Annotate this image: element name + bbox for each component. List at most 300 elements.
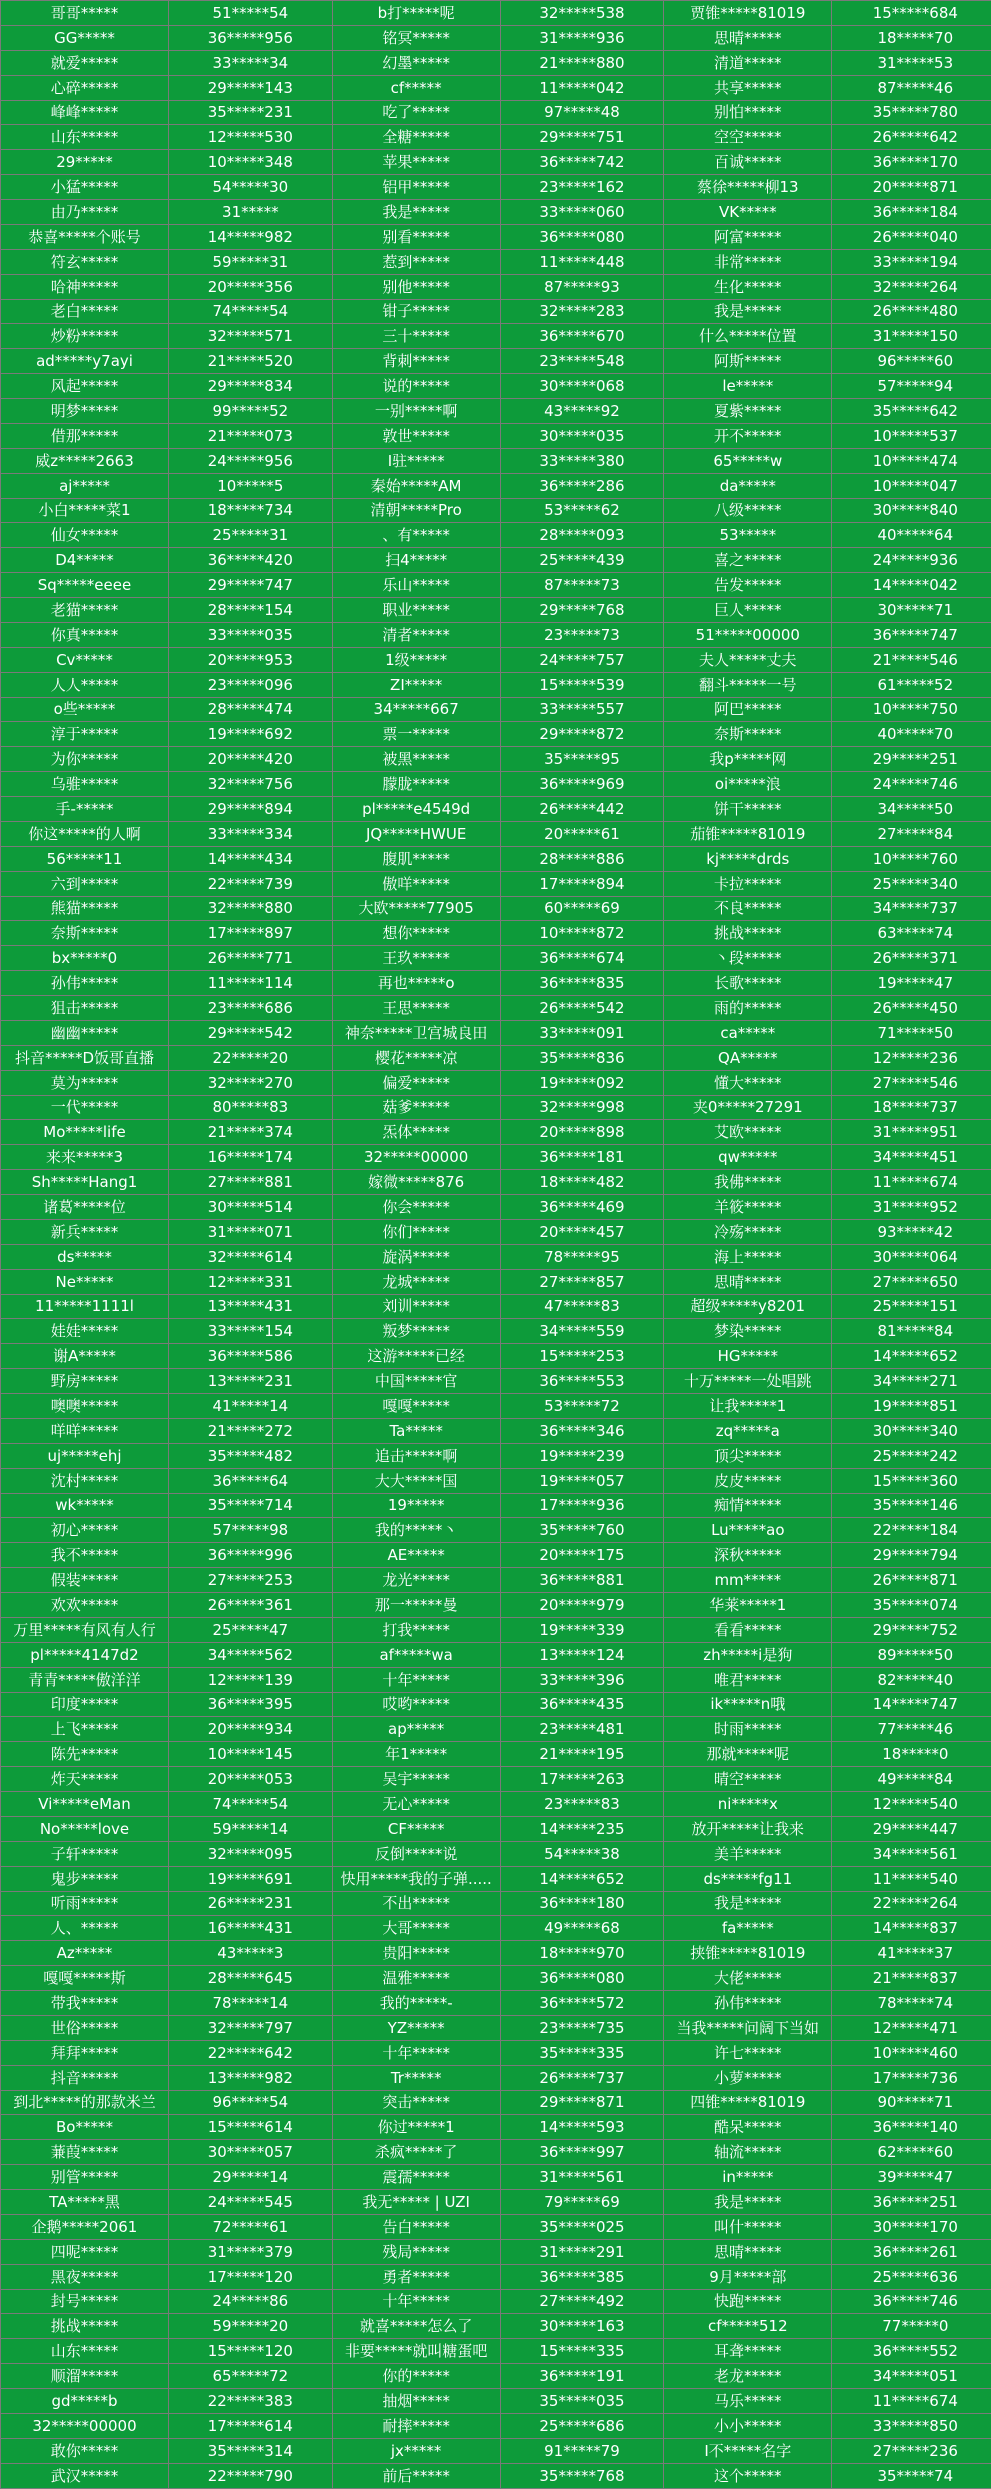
account-id-cell: 82*****40 [832, 1667, 991, 1692]
table-body [1, 1, 991, 2489]
nickname-cell: ap***** [332, 1717, 500, 1742]
account-id-cell: 26*****361 [169, 1593, 333, 1618]
account-id-cell: 23*****481 [500, 1717, 664, 1742]
nickname-cell: 我不***** [1, 1543, 169, 1568]
table-row [1, 1991, 991, 2016]
table-row [1, 1095, 991, 1120]
account-id-cell: 12*****331 [169, 1269, 333, 1294]
account-id-cell: 25*****242 [832, 1443, 991, 1468]
table-row [1, 1667, 991, 1692]
account-id-cell: 36*****469 [500, 1195, 664, 1220]
account-id-cell: 36*****435 [500, 1692, 664, 1717]
account-id-cell: 23*****548 [500, 349, 664, 374]
nickname-cell: 放开*****让我来 [664, 1816, 832, 1841]
nickname-cell: 无心***** [332, 1792, 500, 1817]
account-id-cell: 22*****264 [832, 1891, 991, 1916]
account-id-cell: 26*****040 [832, 224, 991, 249]
nickname-cell: pl*****e4549d [332, 797, 500, 822]
account-id-cell: 14*****747 [832, 1692, 991, 1717]
nickname-cell: 印度***** [1, 1692, 169, 1717]
nickname-cell: da***** [664, 473, 832, 498]
nickname-cell: 快用*****我的子弹..... [332, 1866, 500, 1891]
account-id-cell: 27*****492 [500, 2289, 664, 2314]
table-row [1, 598, 991, 623]
nickname-cell: 樱花*****凉 [332, 1045, 500, 1070]
nickname-cell: 为你***** [1, 747, 169, 772]
nickname-cell: 秦始*****AM [332, 473, 500, 498]
nickname-cell: 山东***** [1, 2339, 169, 2364]
nickname-cell: 喜之***** [664, 548, 832, 573]
table-row [1, 1244, 991, 1269]
nickname-cell: fa***** [664, 1916, 832, 1941]
table-row [1, 971, 991, 996]
account-id-cell: 28*****154 [169, 598, 333, 623]
nickname-cell: 人人***** [1, 672, 169, 697]
account-id-cell: 34*****562 [169, 1642, 333, 1667]
account-id-cell: 78*****14 [169, 1991, 333, 2016]
account-id-cell: 35*****335 [500, 2040, 664, 2065]
account-id-cell: 33*****334 [169, 821, 333, 846]
account-id-cell: 27*****881 [169, 1170, 333, 1195]
table-row [1, 1841, 991, 1866]
table-row [1, 1443, 991, 1468]
nickname-cell: qw***** [664, 1145, 832, 1170]
table-row [1, 2438, 991, 2463]
nickname-cell: 大欧*****77905 [332, 896, 500, 921]
nickname-cell: Ne***** [1, 1269, 169, 1294]
account-id-cell: 23*****686 [169, 996, 333, 1021]
account-id-cell: 34*****451 [832, 1145, 991, 1170]
table-row [1, 1319, 991, 1344]
nickname-cell: 嘎嘎***** [332, 1394, 500, 1419]
nickname-cell: 顺溜***** [1, 2364, 169, 2389]
nickname-cell: AE***** [332, 1543, 500, 1568]
account-id-cell: 19*****851 [832, 1394, 991, 1419]
nickname-cell: 炸天***** [1, 1767, 169, 1792]
nickname-cell: 让我*****1 [664, 1394, 832, 1419]
account-id-cell: 40*****64 [832, 523, 991, 548]
account-id-cell: 25*****151 [832, 1294, 991, 1319]
table-row [1, 722, 991, 747]
nickname-cell: 票一***** [332, 722, 500, 747]
nickname-cell: 别管***** [1, 2165, 169, 2190]
table-row [1, 2165, 991, 2190]
account-id-cell: 65*****72 [169, 2364, 333, 2389]
account-id-cell: 16*****174 [169, 1145, 333, 1170]
table-row [1, 1493, 991, 1518]
nickname-cell: VK***** [664, 200, 832, 225]
account-id-cell: 71*****50 [832, 1020, 991, 1045]
table-row [1, 1767, 991, 1792]
nickname-cell: 勇者***** [332, 2264, 500, 2289]
nickname-cell: 9月*****部 [664, 2264, 832, 2289]
nickname-cell: zq*****a [664, 1418, 832, 1443]
table-row [1, 1891, 991, 1916]
nickname-cell: 扫4***** [332, 548, 500, 573]
account-id-cell: 19*****092 [500, 1070, 664, 1095]
nickname-cell: 阿斯***** [664, 349, 832, 374]
account-id-cell: 24*****86 [169, 2289, 333, 2314]
nickname-cell: 我是***** [664, 2190, 832, 2215]
nickname-cell: 痴情***** [664, 1493, 832, 1518]
nickname-cell: 突击***** [332, 2090, 500, 2115]
account-id-cell: 72*****61 [169, 2214, 333, 2239]
table-row [1, 797, 991, 822]
table-row [1, 772, 991, 797]
nickname-cell: 谢A***** [1, 1344, 169, 1369]
nickname-cell: 我是***** [664, 299, 832, 324]
account-id-cell: 87*****46 [832, 75, 991, 100]
account-id-cell: 17*****614 [169, 2413, 333, 2438]
nickname-cell: 51*****00000 [664, 622, 832, 647]
account-id-cell: 34*****271 [832, 1369, 991, 1394]
account-id-cell: 29*****768 [500, 598, 664, 623]
nickname-cell: Bo***** [1, 2115, 169, 2140]
account-id-cell: 36*****586 [169, 1344, 333, 1369]
nickname-cell: 叛梦***** [332, 1319, 500, 1344]
nickname-cell: 欢欢***** [1, 1593, 169, 1618]
account-id-cell: 28*****093 [500, 523, 664, 548]
table-row [1, 896, 991, 921]
account-id-cell: 61*****52 [832, 672, 991, 697]
account-id-cell: 36*****181 [500, 1145, 664, 1170]
nickname-cell: 温雅***** [332, 1966, 500, 1991]
account-id-cell: 21*****880 [500, 50, 664, 75]
table-row [1, 150, 991, 175]
nickname-cell: 奈斯***** [1, 921, 169, 946]
account-id-cell: 24*****956 [169, 448, 333, 473]
nickname-cell: 神奈*****卫宫城良田 [332, 1020, 500, 1045]
nickname-cell: 懂大***** [664, 1070, 832, 1095]
table-row [1, 1269, 991, 1294]
account-id-cell: 74*****54 [169, 1792, 333, 1817]
nickname-cell: ik*****n哦 [664, 1692, 832, 1717]
account-id-cell: 43*****92 [500, 399, 664, 424]
nickname-cell: 许七***** [664, 2040, 832, 2065]
nickname-cell: 那就*****呢 [664, 1742, 832, 1767]
account-id-cell: 11*****448 [500, 249, 664, 274]
table-row [1, 349, 991, 374]
nickname-cell: 阿富***** [664, 224, 832, 249]
account-id-cell: 26*****480 [832, 299, 991, 324]
nickname-cell: 心碎***** [1, 75, 169, 100]
account-id-cell: 30*****035 [500, 423, 664, 448]
account-id-cell: 34*****737 [832, 896, 991, 921]
table-row [1, 1145, 991, 1170]
account-id-cell: 33*****850 [832, 2413, 991, 2438]
account-id-cell: 99*****52 [169, 399, 333, 424]
nickname-cell: ca***** [664, 1020, 832, 1045]
account-id-cell: 36*****64 [169, 1468, 333, 1493]
table-row [1, 448, 991, 473]
account-id-cell: 35*****768 [500, 2463, 664, 2488]
account-id-cell: 23*****73 [500, 622, 664, 647]
nickname-cell: 耳聋***** [664, 2339, 832, 2364]
nickname-cell: 钳子***** [332, 299, 500, 324]
account-id-cell: 35*****231 [169, 100, 333, 125]
nickname-cell: 莫为***** [1, 1070, 169, 1095]
account-id-cell: 20*****934 [169, 1717, 333, 1742]
account-id-cell: 36*****746 [832, 2289, 991, 2314]
account-id-cell: 53*****62 [500, 498, 664, 523]
account-id-cell: 14*****235 [500, 1816, 664, 1841]
nickname-cell: 小萝***** [664, 2065, 832, 2090]
nickname-cell: 企鹅*****2061 [1, 2214, 169, 2239]
account-id-cell: 31*****291 [500, 2239, 664, 2264]
nickname-cell: 当我*****问阔下当如 [664, 2015, 832, 2040]
nickname-cell: 到北*****的那款米兰 [1, 2090, 169, 2115]
account-id-cell: 10*****348 [169, 150, 333, 175]
nickname-cell: 生化***** [664, 274, 832, 299]
account-id-cell: 77*****46 [832, 1717, 991, 1742]
nickname-cell: HG***** [664, 1344, 832, 1369]
table-row [1, 523, 991, 548]
nickname-cell: 朦胧***** [332, 772, 500, 797]
nickname-cell: 别怕***** [664, 100, 832, 125]
nickname-cell: 咩咩***** [1, 1418, 169, 1443]
table-row [1, 1742, 991, 1767]
account-id-cell: 93*****42 [832, 1219, 991, 1244]
account-id-cell: 36*****553 [500, 1369, 664, 1394]
table-row [1, 374, 991, 399]
table-row [1, 622, 991, 647]
nickname-cell: 夏紫***** [664, 399, 832, 424]
nickname-cell: 抽烟***** [332, 2389, 500, 2414]
nickname-cell: 全糖***** [332, 125, 500, 150]
account-id-cell: 25*****31 [169, 523, 333, 548]
nickname-cell: 八级***** [664, 498, 832, 523]
account-id-cell: 27*****253 [169, 1568, 333, 1593]
account-id-cell: 22*****642 [169, 2040, 333, 2065]
account-id-cell: 23*****162 [500, 175, 664, 200]
account-id-cell: 36*****184 [832, 200, 991, 225]
account-id-cell: 19*****339 [500, 1617, 664, 1642]
nickname-cell: 孙伟***** [1, 971, 169, 996]
account-id-cell: 33*****34 [169, 50, 333, 75]
table-row [1, 2289, 991, 2314]
account-id-cell: 33*****557 [500, 697, 664, 722]
table-row [1, 2364, 991, 2389]
nickname-cell: 巨人***** [664, 598, 832, 623]
table-row [1, 697, 991, 722]
nickname-cell: 32*****00000 [1, 2413, 169, 2438]
nickname-cell: Vi*****eMan [1, 1792, 169, 1817]
account-id-cell: 11*****540 [832, 1866, 991, 1891]
table-row [1, 1568, 991, 1593]
account-id-cell: 90*****71 [832, 2090, 991, 2115]
nickname-cell: 思晴***** [664, 1269, 832, 1294]
account-id-cell: 29*****752 [832, 1617, 991, 1642]
account-id-cell: 31***** [169, 200, 333, 225]
nickname-cell: aj***** [1, 473, 169, 498]
table-row [1, 75, 991, 100]
account-id-cell: 14*****434 [169, 846, 333, 871]
account-id-cell: 35*****74 [832, 2463, 991, 2488]
account-id-cell: 30*****057 [169, 2140, 333, 2165]
account-id-cell: 35*****642 [832, 399, 991, 424]
table-row [1, 1642, 991, 1667]
account-id-cell: 32*****283 [500, 299, 664, 324]
account-id-cell: 12*****236 [832, 1045, 991, 1070]
account-id-cell: 36*****251 [832, 2190, 991, 2215]
account-id-cell: 24*****545 [169, 2190, 333, 2215]
account-id-cell: 41*****14 [169, 1394, 333, 1419]
account-id-cell: 60*****69 [500, 896, 664, 921]
nickname-cell: ad*****y7ayi [1, 349, 169, 374]
table-row [1, 1195, 991, 1220]
account-id-cell: 54*****38 [500, 1841, 664, 1866]
account-id-cell: 29*****447 [832, 1816, 991, 1841]
nickname-cell: cf***** [332, 75, 500, 100]
account-id-cell: 10*****5 [169, 473, 333, 498]
table-row [1, 50, 991, 75]
table-row [1, 274, 991, 299]
nickname-cell: 野房***** [1, 1369, 169, 1394]
account-id-cell: 10*****760 [832, 846, 991, 871]
account-id-cell: 31*****561 [500, 2165, 664, 2190]
account-id-cell: 36*****080 [500, 224, 664, 249]
nickname-cell: 贾锥*****81019 [664, 1, 832, 26]
nickname-cell: 哈神***** [1, 274, 169, 299]
account-id-cell: 36*****835 [500, 971, 664, 996]
table-row [1, 1816, 991, 1841]
nickname-cell: le***** [664, 374, 832, 399]
nickname-cell: 你的***** [332, 2364, 500, 2389]
nickname-cell: 叫什***** [664, 2214, 832, 2239]
account-id-cell: 10*****474 [832, 448, 991, 473]
account-id-cell: 27*****84 [832, 821, 991, 846]
account-id-cell: 36*****140 [832, 2115, 991, 2140]
account-id-cell: 47*****83 [500, 1294, 664, 1319]
nickname-cell: 幽幽***** [1, 1020, 169, 1045]
account-id-cell: 87*****93 [500, 274, 664, 299]
nickname-cell: 听雨***** [1, 1891, 169, 1916]
nickname-cell: 非常***** [664, 249, 832, 274]
nickname-cell: 老白***** [1, 299, 169, 324]
account-id-cell: 20*****420 [169, 747, 333, 772]
table-row [1, 672, 991, 697]
account-id-cell: 31*****379 [169, 2239, 333, 2264]
nickname-cell: gd*****b [1, 2389, 169, 2414]
nickname-cell: 你过*****1 [332, 2115, 500, 2140]
account-id-cell: 23*****83 [500, 1792, 664, 1817]
nickname-cell: 翻斗*****一号 [664, 672, 832, 697]
nickname-cell: 十万*****一处唱跳 [664, 1369, 832, 1394]
account-id-cell: 33*****035 [169, 622, 333, 647]
nickname-cell: pl*****4147d2 [1, 1642, 169, 1667]
account-id-cell: 36*****261 [832, 2239, 991, 2264]
table-row [1, 1617, 991, 1642]
account-id-cell: 36*****552 [832, 2339, 991, 2364]
account-id-cell: 10*****047 [832, 473, 991, 498]
account-id-cell: 36*****674 [500, 946, 664, 971]
account-id-cell: 20*****953 [169, 647, 333, 672]
account-id-cell: 59*****31 [169, 249, 333, 274]
nickname-cell: cf*****512 [664, 2314, 832, 2339]
nickname-cell: 沈村***** [1, 1468, 169, 1493]
table-row [1, 2140, 991, 2165]
nickname-cell: 这游*****已经 [332, 1344, 500, 1369]
account-id-cell: 36*****997 [500, 2140, 664, 2165]
nickname-cell: in***** [664, 2165, 832, 2190]
account-id-cell: 36*****286 [500, 473, 664, 498]
account-id-cell: 26*****542 [500, 996, 664, 1021]
account-id-cell: 25*****340 [832, 871, 991, 896]
table-row [1, 2040, 991, 2065]
nickname-cell: Ta***** [332, 1418, 500, 1443]
account-id-cell: 22*****20 [169, 1045, 333, 1070]
nickname-cell: 刘训***** [332, 1294, 500, 1319]
account-id-cell: 32*****571 [169, 324, 333, 349]
account-id-cell: 21*****520 [169, 349, 333, 374]
account-id-cell: 19*****239 [500, 1443, 664, 1468]
account-id-cell: 49*****68 [500, 1916, 664, 1941]
table-row [1, 1045, 991, 1070]
nickname-cell: 残局***** [332, 2239, 500, 2264]
nickname-cell: 华莱*****1 [664, 1593, 832, 1618]
nickname-cell: 再也*****o [332, 971, 500, 996]
nickname-cell: 炁体***** [332, 1120, 500, 1145]
account-id-cell: 10*****145 [169, 1742, 333, 1767]
nickname-cell: 29***** [1, 150, 169, 175]
nickname-cell: bx*****0 [1, 946, 169, 971]
nickname-cell: 噢噢***** [1, 1394, 169, 1419]
table-row [1, 175, 991, 200]
account-id-cell: 29*****251 [832, 747, 991, 772]
nickname-cell: 想你***** [332, 921, 500, 946]
account-id-cell: 28*****474 [169, 697, 333, 722]
nickname-cell: 龙城***** [332, 1269, 500, 1294]
nickname-cell: 大哥***** [332, 1916, 500, 1941]
account-id-cell: 19*****692 [169, 722, 333, 747]
account-id-cell: 35*****314 [169, 2438, 333, 2463]
table-row [1, 200, 991, 225]
nickname-cell: 敦世***** [332, 423, 500, 448]
account-id-cell: 30*****068 [500, 374, 664, 399]
nickname-cell: 被黑***** [332, 747, 500, 772]
nickname-cell: 反倒*****说 [332, 1841, 500, 1866]
account-id-cell: 96*****54 [169, 2090, 333, 2115]
account-id-cell: 20*****356 [169, 274, 333, 299]
nickname-cell: 我是***** [332, 200, 500, 225]
nickname-cell: 我p*****网 [664, 747, 832, 772]
table-row [1, 2339, 991, 2364]
account-id-cell: 11*****114 [169, 971, 333, 996]
nickname-cell: 人、***** [1, 1916, 169, 1941]
nickname-cell: 阿巴***** [664, 697, 832, 722]
account-id-cell: 27*****236 [832, 2438, 991, 2463]
nickname-cell: 时雨***** [664, 1717, 832, 1742]
account-id-cell: 78*****74 [832, 1991, 991, 2016]
account-id-cell: 15*****335 [500, 2339, 664, 2364]
account-id-cell: 29*****143 [169, 75, 333, 100]
nickname-cell: 梦染***** [664, 1319, 832, 1344]
nickname-cell: 杀疯*****了 [332, 2140, 500, 2165]
account-id-cell: 32*****880 [169, 896, 333, 921]
account-id-cell: 31*****071 [169, 1219, 333, 1244]
nickname-cell: 清道***** [664, 50, 832, 75]
nickname-cell: 挑战***** [1, 2314, 169, 2339]
account-id-cell: 10*****537 [832, 423, 991, 448]
account-id-cell: 36*****395 [169, 1692, 333, 1717]
nickname-cell: I不*****名字 [664, 2438, 832, 2463]
account-id-cell: 54*****30 [169, 175, 333, 200]
nickname-cell: 贵阳***** [332, 1941, 500, 1966]
account-id-cell: 29*****834 [169, 374, 333, 399]
nickname-cell: 快跑***** [664, 2289, 832, 2314]
account-id-cell: 33*****380 [500, 448, 664, 473]
nickname-cell: ZI***** [332, 672, 500, 697]
